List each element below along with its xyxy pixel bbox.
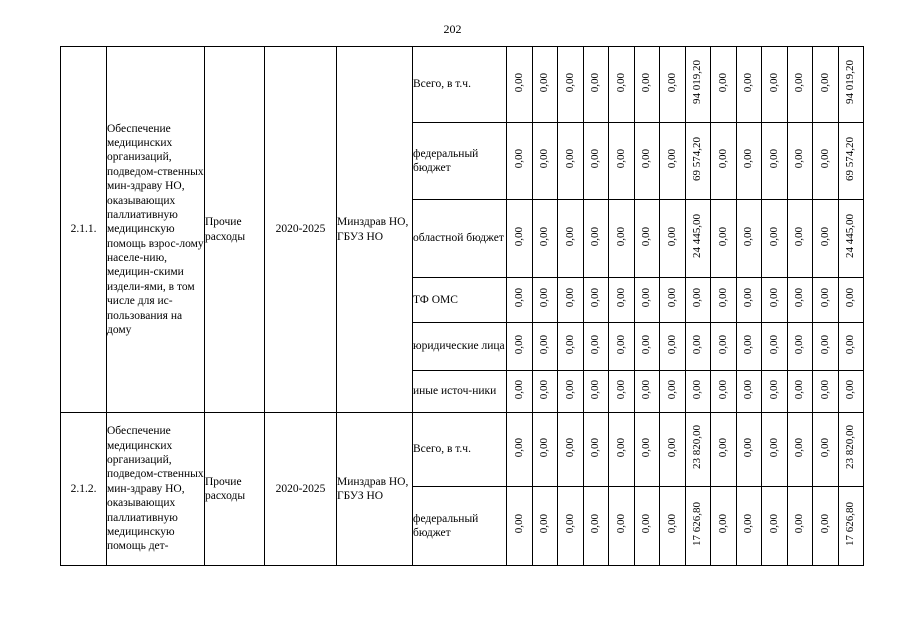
amount-cell <box>813 200 839 278</box>
amount-cell <box>686 323 711 371</box>
funding-source: юридические лица <box>413 323 507 371</box>
amount-value: 0,00 <box>614 437 627 457</box>
amount-value: 0,00 <box>614 226 627 246</box>
amount-cell <box>711 278 737 323</box>
amount-cell <box>762 371 788 413</box>
amount-value: 0,00 <box>563 288 576 308</box>
amount-value: 0,00 <box>742 437 755 457</box>
expense-type: Прочие расходы <box>205 47 265 413</box>
amount-cell <box>533 323 558 371</box>
amount-value: 0,00 <box>844 334 857 354</box>
amount-cell <box>635 200 660 278</box>
amount-cell <box>609 487 635 566</box>
amount-value: 0,00 <box>614 72 627 92</box>
amount-value: 0,00 <box>793 72 806 92</box>
amount-cell <box>558 200 584 278</box>
item-code: 2.1.2. <box>61 413 107 566</box>
amount-value: 0,00 <box>767 437 780 457</box>
amount-cell <box>584 487 609 566</box>
amount-cell <box>711 123 737 200</box>
amount-cell <box>660 371 686 413</box>
amount-cell <box>558 487 584 566</box>
amount-cell <box>839 47 864 123</box>
amount-cell <box>813 487 839 566</box>
amount-cell <box>686 371 711 413</box>
amount-cell <box>635 487 660 566</box>
amount-value: 0,00 <box>716 514 729 534</box>
amount-cell <box>711 200 737 278</box>
amount-cell <box>533 47 558 123</box>
amount-cell <box>584 413 609 487</box>
amount-cell <box>813 123 839 200</box>
amount-value: 0,00 <box>818 379 831 399</box>
amount-value: 0,00 <box>818 149 831 169</box>
amount-value: 94 019,20 <box>844 60 857 105</box>
amount-value: 94 019,20 <box>691 60 704 105</box>
amount-cell <box>584 323 609 371</box>
amount-cell <box>711 371 737 413</box>
amount-value: 0,00 <box>563 149 576 169</box>
amount-cell <box>507 47 533 123</box>
item-description: Обеспечение медицинских организаций, подведом-ственных мин-здраву НО, оказывающих паллиативную медицинскую помощь дет- <box>107 413 205 566</box>
amount-cell <box>558 123 584 200</box>
amount-value: 0,00 <box>793 149 806 169</box>
funding-source: Всего, в т.ч. <box>413 413 507 487</box>
amount-value: 0,00 <box>742 72 755 92</box>
amount-cell <box>558 323 584 371</box>
amount-value: 0,00 <box>614 288 627 308</box>
amount-cell <box>813 413 839 487</box>
amount-cell <box>711 413 737 487</box>
amount-cell <box>533 200 558 278</box>
amount-cell <box>813 278 839 323</box>
amount-value: 24 445,00 <box>691 214 704 259</box>
amount-cell <box>584 278 609 323</box>
amount-cell <box>609 200 635 278</box>
amount-value: 0,00 <box>589 379 602 399</box>
amount-cell <box>533 371 558 413</box>
amount-cell <box>839 123 864 200</box>
amount-cell <box>737 371 762 413</box>
amount-value: 0,00 <box>563 379 576 399</box>
amount-cell <box>584 47 609 123</box>
amount-value: 69 574,20 <box>844 136 857 181</box>
amount-cell <box>839 200 864 278</box>
amount-cell <box>635 323 660 371</box>
amount-value: 0,00 <box>665 437 678 457</box>
amount-value: 0,00 <box>640 226 653 246</box>
amount-cell <box>558 413 584 487</box>
amount-cell <box>635 123 660 200</box>
amount-value: 0,00 <box>640 288 653 308</box>
amount-cell <box>762 123 788 200</box>
amount-value: 0,00 <box>512 437 525 457</box>
amount-value: 0,00 <box>818 437 831 457</box>
amount-cell <box>788 371 813 413</box>
amount-value: 0,00 <box>589 149 602 169</box>
amount-value: 0,00 <box>742 149 755 169</box>
amount-value: 0,00 <box>793 334 806 354</box>
expense-type: Прочие расходы <box>205 413 265 566</box>
amount-value: 0,00 <box>538 334 551 354</box>
amount-value: 0,00 <box>844 288 857 308</box>
amount-cell <box>584 200 609 278</box>
funding-source: иные источ-ники <box>413 371 507 413</box>
amount-value: 0,00 <box>589 288 602 308</box>
amount-value: 0,00 <box>818 514 831 534</box>
amount-value: 0,00 <box>767 514 780 534</box>
amount-cell <box>660 323 686 371</box>
funding-source: областной бюджет <box>413 200 507 278</box>
amount-cell <box>686 47 711 123</box>
amount-cell <box>609 278 635 323</box>
amount-value: 0,00 <box>844 379 857 399</box>
amount-cell <box>507 487 533 566</box>
amount-value: 0,00 <box>640 334 653 354</box>
amount-cell <box>635 371 660 413</box>
amount-value: 0,00 <box>640 72 653 92</box>
amount-cell <box>737 413 762 487</box>
page-number: 202 <box>443 22 462 36</box>
executor: Минздрав НО, ГБУЗ НО <box>337 413 413 566</box>
budget-table <box>60 46 864 566</box>
amount-value: 0,00 <box>742 288 755 308</box>
amount-cell <box>839 487 864 566</box>
amount-value: 0,00 <box>818 288 831 308</box>
amount-value: 0,00 <box>640 514 653 534</box>
amount-value: 0,00 <box>793 226 806 246</box>
amount-value: 0,00 <box>818 226 831 246</box>
amount-value: 0,00 <box>614 379 627 399</box>
amount-value: 0,00 <box>691 379 704 399</box>
amount-cell <box>609 47 635 123</box>
executor: Минздрав НО, ГБУЗ НО <box>337 47 413 413</box>
amount-cell <box>609 123 635 200</box>
period: 2020-2025 <box>265 413 337 566</box>
amount-value: 0,00 <box>563 226 576 246</box>
amount-cell <box>660 487 686 566</box>
amount-cell <box>686 123 711 200</box>
amount-value: 0,00 <box>767 72 780 92</box>
amount-value: 0,00 <box>538 72 551 92</box>
amount-cell <box>788 487 813 566</box>
amount-cell <box>762 278 788 323</box>
amount-cell <box>813 323 839 371</box>
amount-cell <box>660 278 686 323</box>
period: 2020-2025 <box>265 47 337 413</box>
item-description: Обеспечение медицинских организаций, подведом-ственных мин-здраву НО, оказывающих паллиативную медицинскую помощь взрос-лому населе-нию, медицин-скими издели-ями, в том числе для ис-пользования на дому <box>107 47 205 413</box>
amount-value: 0,00 <box>640 437 653 457</box>
amount-value: 0,00 <box>716 226 729 246</box>
amount-cell <box>788 323 813 371</box>
amount-cell <box>737 487 762 566</box>
amount-cell <box>737 323 762 371</box>
amount-value: 0,00 <box>563 514 576 534</box>
funding-source: ТФ ОМС <box>413 278 507 323</box>
amount-cell <box>813 371 839 413</box>
amount-value: 0,00 <box>716 437 729 457</box>
item-code: 2.1.1. <box>61 47 107 413</box>
amount-cell <box>762 200 788 278</box>
amount-cell <box>686 200 711 278</box>
amount-cell <box>558 47 584 123</box>
amount-cell <box>788 47 813 123</box>
amount-cell <box>584 371 609 413</box>
amount-cell <box>839 278 864 323</box>
amount-cell <box>737 278 762 323</box>
amount-cell <box>762 413 788 487</box>
amount-cell <box>762 487 788 566</box>
amount-value: 0,00 <box>538 226 551 246</box>
amount-value: 0,00 <box>538 514 551 534</box>
amount-cell <box>711 323 737 371</box>
amount-value: 0,00 <box>589 72 602 92</box>
amount-cell <box>635 413 660 487</box>
amount-cell <box>788 278 813 323</box>
table-row <box>61 413 864 487</box>
amount-cell <box>507 413 533 487</box>
amount-value: 0,00 <box>538 149 551 169</box>
amount-cell <box>737 123 762 200</box>
amount-value: 0,00 <box>512 379 525 399</box>
amount-cell <box>558 278 584 323</box>
amount-value: 0,00 <box>767 334 780 354</box>
funding-source: Всего, в т.ч. <box>413 47 507 123</box>
amount-value: 0,00 <box>767 226 780 246</box>
amount-cell <box>558 371 584 413</box>
amount-value: 0,00 <box>793 437 806 457</box>
amount-cell <box>507 200 533 278</box>
amount-value: 0,00 <box>512 334 525 354</box>
amount-value: 0,00 <box>793 379 806 399</box>
amount-cell <box>635 278 660 323</box>
amount-cell <box>686 487 711 566</box>
amount-value: 0,00 <box>716 149 729 169</box>
amount-cell <box>813 47 839 123</box>
amount-value: 0,00 <box>538 437 551 457</box>
amount-value: 0,00 <box>563 334 576 354</box>
amount-value: 0,00 <box>512 72 525 92</box>
amount-cell <box>762 323 788 371</box>
amount-cell <box>584 123 609 200</box>
amount-value: 17 626,80 <box>844 501 857 546</box>
amount-value: 23 820,00 <box>691 425 704 470</box>
amount-value: 0,00 <box>614 514 627 534</box>
amount-value: 0,00 <box>691 288 704 308</box>
amount-cell <box>762 47 788 123</box>
amount-cell <box>507 123 533 200</box>
table-row <box>61 47 864 123</box>
amount-value: 0,00 <box>640 379 653 399</box>
amount-value: 0,00 <box>589 514 602 534</box>
amount-value: 0,00 <box>512 514 525 534</box>
amount-cell <box>788 123 813 200</box>
amount-value: 0,00 <box>767 379 780 399</box>
amount-cell <box>711 487 737 566</box>
amount-value: 0,00 <box>512 149 525 169</box>
amount-value: 0,00 <box>716 379 729 399</box>
funding-source: федеральный бюджет <box>413 123 507 200</box>
amount-value: 0,00 <box>793 288 806 308</box>
amount-value: 0,00 <box>640 149 653 169</box>
amount-value: 0,00 <box>665 379 678 399</box>
amount-cell <box>686 413 711 487</box>
amount-cell <box>533 413 558 487</box>
amount-value: 0,00 <box>691 334 704 354</box>
amount-value: 0,00 <box>665 226 678 246</box>
amount-value: 0,00 <box>563 72 576 92</box>
amount-value: 0,00 <box>589 437 602 457</box>
amount-value: 0,00 <box>793 514 806 534</box>
amount-cell <box>839 413 864 487</box>
amount-cell <box>507 323 533 371</box>
amount-cell <box>788 413 813 487</box>
amount-value: 0,00 <box>665 334 678 354</box>
amount-value: 0,00 <box>716 288 729 308</box>
amount-cell <box>533 487 558 566</box>
amount-value: 0,00 <box>665 72 678 92</box>
amount-cell <box>839 323 864 371</box>
amount-value: 0,00 <box>538 288 551 308</box>
amount-value: 0,00 <box>614 334 627 354</box>
funding-source: федеральный бюджет <box>413 487 507 566</box>
amount-value: 0,00 <box>742 226 755 246</box>
amount-cell <box>711 47 737 123</box>
amount-cell <box>839 371 864 413</box>
amount-value: 23 820,00 <box>844 425 857 470</box>
amount-value: 0,00 <box>818 334 831 354</box>
amount-cell <box>609 413 635 487</box>
amount-value: 0,00 <box>767 149 780 169</box>
amount-value: 0,00 <box>767 288 780 308</box>
amount-cell <box>609 371 635 413</box>
amount-value: 0,00 <box>563 437 576 457</box>
amount-value: 0,00 <box>742 379 755 399</box>
amount-value: 0,00 <box>538 379 551 399</box>
amount-cell <box>660 200 686 278</box>
amount-value: 0,00 <box>589 226 602 246</box>
amount-value: 0,00 <box>716 72 729 92</box>
amount-value: 0,00 <box>512 226 525 246</box>
amount-cell <box>507 371 533 413</box>
amount-cell <box>533 278 558 323</box>
amount-cell <box>507 278 533 323</box>
amount-value: 0,00 <box>512 288 525 308</box>
amount-value: 69 574,20 <box>691 136 704 181</box>
amount-value: 24 445,00 <box>844 214 857 259</box>
amount-cell <box>660 123 686 200</box>
amount-cell <box>737 47 762 123</box>
amount-cell <box>788 200 813 278</box>
amount-value: 0,00 <box>742 514 755 534</box>
amount-value: 0,00 <box>665 149 678 169</box>
amount-cell <box>660 413 686 487</box>
amount-value: 0,00 <box>818 72 831 92</box>
amount-value: 17 626,80 <box>691 501 704 546</box>
amount-value: 0,00 <box>665 288 678 308</box>
amount-value: 0,00 <box>589 334 602 354</box>
amount-cell <box>609 323 635 371</box>
amount-cell <box>660 47 686 123</box>
amount-cell <box>533 123 558 200</box>
amount-cell <box>737 200 762 278</box>
amount-value: 0,00 <box>665 514 678 534</box>
amount-cell <box>686 278 711 323</box>
amount-cell <box>635 47 660 123</box>
amount-value: 0,00 <box>742 334 755 354</box>
amount-value: 0,00 <box>716 334 729 354</box>
amount-value: 0,00 <box>614 149 627 169</box>
